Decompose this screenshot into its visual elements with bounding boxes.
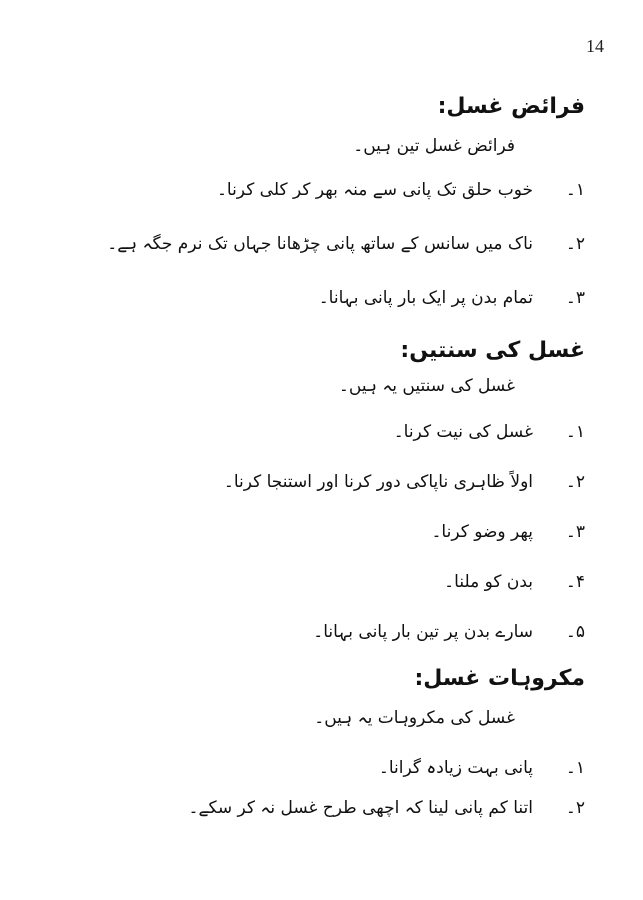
list-item (65, 284, 585, 312)
list-item-number: ۱۔ (565, 758, 585, 778)
list-item-text: ناک میں سانس کے ساتھ پانی چڑھانا جہاں تک نرم جگہ ہے۔ (107, 234, 533, 254)
list-item-number: ۲۔ (565, 472, 585, 492)
section-faraiz-ghusl (65, 92, 585, 312)
list-item-text: اولاً ظاہری ناپاکی دور کرنا اور استنجا کرنا۔ (223, 472, 533, 492)
list-item-text: سارے بدن پر تین بار پانی بہانا۔ (313, 622, 533, 642)
section-heading: غسل کی سنتیں: (400, 338, 585, 363)
section-intro: غسل کی سنتیں یہ ہیں۔ (338, 376, 515, 396)
list-item-number: ۴۔ (565, 572, 585, 592)
list-item-text: غسل کی نیت کرنا۔ (393, 422, 533, 442)
section-makroohat-ghusl (65, 664, 585, 822)
list-item (65, 618, 585, 646)
list-item (65, 518, 585, 546)
list-item-text: خوب حلق تک پانی سے منہ بھر کر کلی کرنا۔ (216, 180, 533, 200)
list-item (65, 176, 585, 204)
list-item (65, 794, 585, 822)
list-item-text: تمام بدن پر ایک بار پانی بہانا۔ (318, 288, 533, 308)
list-item (65, 230, 585, 258)
list-item (65, 468, 585, 496)
section-intro: فرائض غسل تین ہیں۔ (353, 136, 515, 156)
section-intro: غسل کی مکروہات یہ ہیں۔ (314, 708, 515, 728)
list-item-number: ۵۔ (565, 622, 585, 642)
list-item-number: ۱۔ (565, 422, 585, 442)
section-ghusl-sunnatein (65, 336, 585, 646)
list-item-text: اتنا کم پانی لینا کہ اچھی طرح غسل نہ کر سکے۔ (188, 798, 533, 818)
list-item-number: ۲۔ (565, 234, 585, 254)
list-item (65, 568, 585, 596)
list-item-text: پانی بہت زیادہ گرانا۔ (378, 758, 533, 778)
list-item-text: بدن کو ملنا۔ (444, 572, 533, 592)
list-item-text: پھر وضو کرنا۔ (431, 522, 533, 542)
section-heading: فرائض غسل: (437, 94, 585, 119)
list-item-number: ۲۔ (565, 798, 585, 818)
page-number: 14 (586, 36, 604, 56)
list-item-number: ۳۔ (565, 522, 585, 542)
list-item (65, 754, 585, 782)
section-heading: مکروہات غسل: (414, 666, 585, 691)
list-item (65, 418, 585, 446)
list-item-number: ۱۔ (565, 180, 585, 200)
list-item-number: ۳۔ (565, 288, 585, 308)
